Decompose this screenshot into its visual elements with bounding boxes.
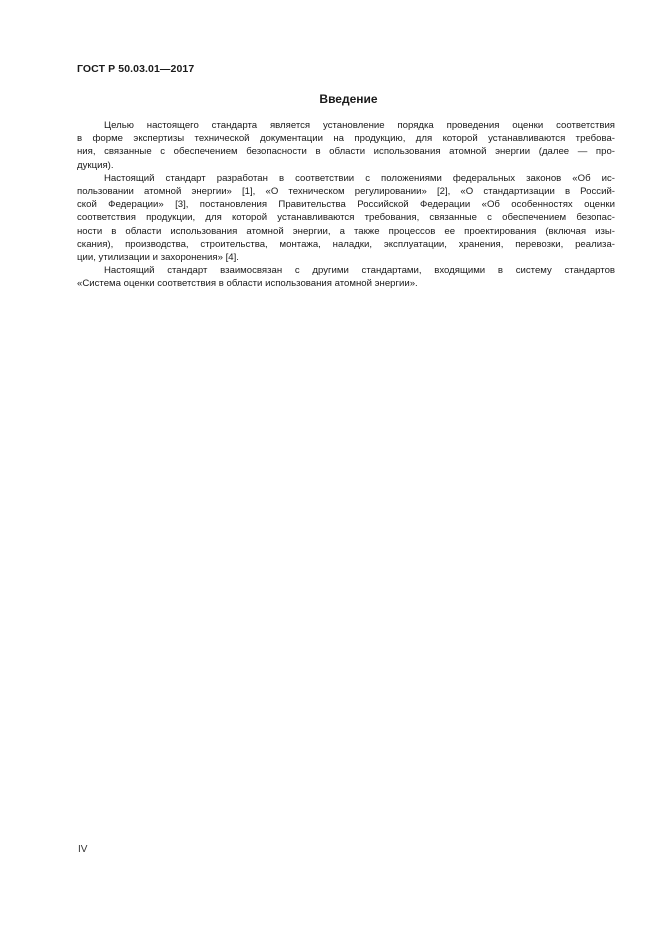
- text-line: пользовании атомной энергии» [1], «О техническом регулировании» [2], «О стандартизации в Россий-: [77, 186, 615, 198]
- paragraph-basis: [77, 172, 615, 264]
- text-line: Настоящий стандарт взаимосвязан с другими стандартами, входящими в систему стандартов: [104, 265, 615, 277]
- text-line: ния, связанные с обеспечением безопасности в области использования атомной энергии (далее — про-: [77, 146, 615, 158]
- page-number: IV: [78, 844, 88, 855]
- text-line: соответствия продукции, для которой устанавливаются требования, связанные с обеспечением безопас-: [77, 212, 615, 224]
- text-line: скания), производства, строительства, монтажа, наладки, эксплуатации, хранения, перевозки, реализа-: [77, 238, 615, 250]
- text-line: ской Федерации» [3], постановления Правительства Российской Федерации «Об особенностях оценки: [77, 199, 615, 211]
- text-line: «Система оценки соответствия в области использования атомной энергии».: [77, 278, 418, 290]
- text-line: ности в области использования атомной энергии, а также процессов ее проектирования (включая изы-: [77, 225, 615, 237]
- text-line: дукция).: [77, 159, 114, 171]
- paragraph-purpose: [77, 119, 615, 172]
- document-body: [77, 119, 615, 291]
- text-line: в форме экспертизы технической документации на продукцию, для которой устанавливаются требова-: [77, 133, 615, 145]
- text-line: ции, утилизации и захоронения» [4].: [77, 252, 239, 264]
- text-line: Целью настоящего стандарта является установление порядка проведения оценки соответствия: [104, 120, 615, 131]
- document-header: ГОСТ Р 50.03.01—2017: [77, 63, 195, 75]
- paragraph-relation: [77, 264, 615, 290]
- section-title: Введение: [319, 92, 378, 106]
- text-line: Настоящий стандарт разработан в соответствии с положениями федеральных законов «Об ис-: [104, 172, 615, 184]
